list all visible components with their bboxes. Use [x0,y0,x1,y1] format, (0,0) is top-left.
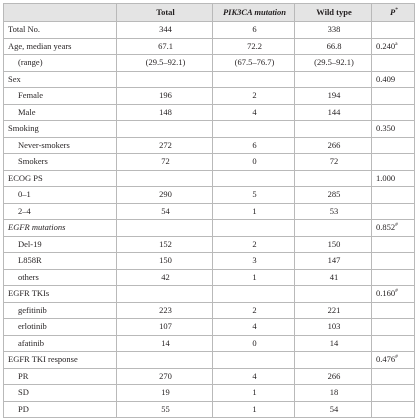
row-label: erlotinib [4,319,117,336]
cell-p-value [372,38,415,55]
row-label: Male [4,104,117,121]
cell-total [117,220,213,237]
row-label: SD [4,385,117,402]
table-row [4,104,415,121]
cell-pik3ca: 1 [213,401,295,418]
header-pik3ca-mutation: PIK3CA mutation [213,4,295,22]
cell-p-value [372,335,415,352]
table-row [4,269,415,286]
cell-wild: 150 [295,236,372,253]
row-label: PR [4,368,117,385]
cell-pik3ca: 2 [213,88,295,105]
cell-wild: 14 [295,335,372,352]
row-label: Female [4,88,117,105]
cell-p-value [372,302,415,319]
table-row [4,137,415,154]
cell-p-value [372,71,415,88]
cell-total: 270 [117,368,213,385]
cell-pik3ca: 1 [213,269,295,286]
cell-pik3ca: 4 [213,104,295,121]
row-label: EGFR TKIs [4,286,117,303]
cell-pik3ca: 3 [213,253,295,270]
table-body [4,22,415,418]
table-row [4,220,415,237]
p-value-text: 1.000 [376,172,396,183]
row-label: Sex [4,71,117,88]
cell-wild: 103 [295,319,372,336]
header-p-footnote: * [395,7,398,14]
cell-total: 55 [117,401,213,418]
cell-total: 72 [117,154,213,171]
cell-p-value [372,236,415,253]
p-value-text: 0.476 [376,354,396,365]
cell-pik3ca [213,121,295,138]
p-value-text: 0.240 [376,40,396,51]
header-label [4,4,117,22]
cell-total: 223 [117,302,213,319]
cell-wild: 285 [295,187,372,204]
cell-wild [295,352,372,369]
p-value-text: 0.350 [376,123,396,134]
cell-pik3ca [213,220,295,237]
row-label: Total No. [4,22,117,39]
cell-pik3ca: 5 [213,187,295,204]
cell-wild: (29.5–92.1) [295,55,372,72]
p-value-footnote: # [395,222,398,229]
cell-total: 344 [117,22,213,39]
table-row [4,236,415,253]
table-row [4,55,415,72]
cell-pik3ca: 4 [213,368,295,385]
row-label: others [4,269,117,286]
row-label: afatinib [4,335,117,352]
cell-pik3ca [213,170,295,187]
cell-total: 54 [117,203,213,220]
cell-wild [295,170,372,187]
cell-p-value [372,121,415,138]
cell-total [117,352,213,369]
cell-wild [295,71,372,88]
row-label: gefitinib [4,302,117,319]
cell-pik3ca: 1 [213,203,295,220]
row-label: Age, median years [4,38,117,55]
table-container [3,3,414,418]
cell-p-value [372,286,415,303]
cell-wild [295,121,372,138]
p-value-text: 0.160 [376,288,396,299]
cell-total: 19 [117,385,213,402]
table-row [4,352,415,369]
table-row [4,88,415,105]
header-total: Total [117,4,213,22]
cell-wild: 66.8 [295,38,372,55]
table-row [4,319,415,336]
cell-pik3ca: 0 [213,154,295,171]
cell-pik3ca: 72.2 [213,38,295,55]
row-label: Never-smokers [4,137,117,154]
row-label: L858R [4,253,117,270]
cell-total: 148 [117,104,213,121]
cell-total [117,286,213,303]
p-value-footnote: # [395,288,398,295]
cell-total [117,170,213,187]
cell-wild [295,220,372,237]
cell-p-value [372,319,415,336]
cell-pik3ca [213,286,295,303]
cell-wild: 144 [295,104,372,121]
table-row [4,335,415,352]
cell-wild [295,286,372,303]
table-row [4,38,415,55]
cell-p-value [372,385,415,402]
cell-wild: 338 [295,22,372,39]
cell-total: 42 [117,269,213,286]
table-row [4,286,415,303]
header-p-value [372,4,415,22]
cell-wild: 266 [295,137,372,154]
table-row [4,385,415,402]
cell-p-value [372,170,415,187]
row-label: 0–1 [4,187,117,204]
row-label: Del-19 [4,236,117,253]
patient-characteristics-table [3,3,415,418]
cell-pik3ca: 6 [213,22,295,39]
cell-p-value [372,269,415,286]
table-row [4,203,415,220]
table-row [4,253,415,270]
table-row [4,22,415,39]
cell-wild: 54 [295,401,372,418]
cell-p-value [372,137,415,154]
cell-pik3ca: (67.5–76.7) [213,55,295,72]
cell-p-value [372,401,415,418]
cell-pik3ca [213,352,295,369]
cell-p-value [372,253,415,270]
p-value-text: 0.409 [376,73,396,84]
cell-total: 107 [117,319,213,336]
cell-total: 290 [117,187,213,204]
cell-total: 152 [117,236,213,253]
table-row [4,121,415,138]
cell-pik3ca: 2 [213,302,295,319]
cell-p-value [372,220,415,237]
table-row [4,154,415,171]
table-row [4,187,415,204]
p-value-text: 0.852 [376,222,396,233]
cell-p-value [372,88,415,105]
cell-pik3ca: 2 [213,236,295,253]
cell-total [117,71,213,88]
cell-total: 150 [117,253,213,270]
cell-p-value [372,55,415,72]
header-wild-type: Wild type [295,4,372,22]
p-value-footnote: # [395,354,398,361]
cell-p-value [372,352,415,369]
cell-total: 272 [117,137,213,154]
row-label: ECOG PS [4,170,117,187]
row-label: PD [4,401,117,418]
cell-p-value [372,368,415,385]
table-row [4,302,415,319]
cell-pik3ca: 6 [213,137,295,154]
table-row [4,170,415,187]
cell-total: 196 [117,88,213,105]
row-label: 2–4 [4,203,117,220]
cell-pik3ca: 1 [213,385,295,402]
cell-total [117,121,213,138]
row-label: EGFR mutations [4,220,117,237]
cell-p-value [372,104,415,121]
cell-p-value [372,154,415,171]
cell-total: 14 [117,335,213,352]
cell-wild: 266 [295,368,372,385]
cell-pik3ca: 4 [213,319,295,336]
header-p-text: P [390,7,396,17]
cell-pik3ca: 0 [213,335,295,352]
row-label: EGFR TKI response [4,352,117,369]
cell-total: (29.5–92.1) [117,55,213,72]
row-label: Smokers [4,154,117,171]
cell-p-value [372,187,415,204]
cell-wild: 41 [295,269,372,286]
table-row [4,401,415,418]
table-header-row [4,4,415,22]
row-label: Smoking [4,121,117,138]
cell-wild: 194 [295,88,372,105]
cell-wild: 53 [295,203,372,220]
cell-wild: 221 [295,302,372,319]
cell-wild: 72 [295,154,372,171]
table-row [4,71,415,88]
table-row [4,368,415,385]
cell-p-value [372,203,415,220]
cell-p-value [372,22,415,39]
cell-wild: 147 [295,253,372,270]
cell-total: 67.1 [117,38,213,55]
cell-wild: 18 [295,385,372,402]
row-label: (range) [4,55,117,72]
p-value-footnote: a [395,40,398,47]
cell-pik3ca [213,71,295,88]
